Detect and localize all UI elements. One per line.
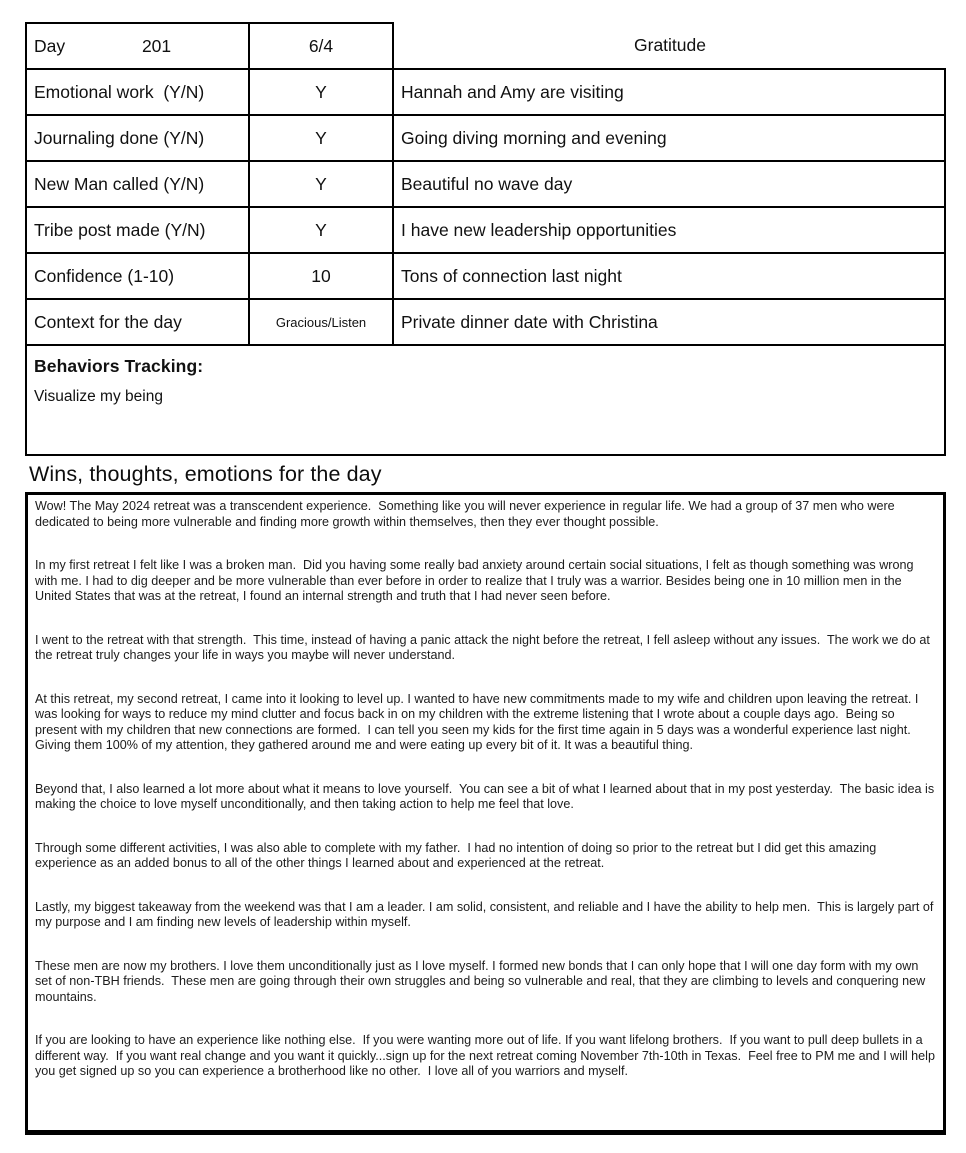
journal-paragraph: Lastly, my biggest takeaway from the weekend was that I am a leader. I am solid, consistent, and reliable and I have the ability to help men. This is largely part of my purpose and I am finding new levels of leadership within myself. bbox=[35, 899, 937, 929]
gratitude-entry: Tons of connection last night bbox=[392, 254, 946, 300]
tracker-row-value: Y bbox=[248, 116, 392, 162]
journal-paragraph: Through some different activities, I was also able to complete with my father. I had no intention of doing so prior to the retreat but I did get this amazing experience as an added bonus to all of the other things I learned about and experienced at the retreat. bbox=[35, 840, 880, 870]
tracker-row-tribe-post-made bbox=[25, 208, 946, 254]
gratitude-entry: Going diving morning and evening bbox=[392, 116, 946, 162]
journal-paragraph: If you are looking to have an experience like nothing else. If you were wanting more out of life. If you want lifelong brothers. If you want to pull deep bullets in a different way. If you want real change and you want it quickly...sign up for the next retreat coming November 7th-10th in Texas. Feel free to PM me and I will help you get signed up so you can experience a brotherhood like no other. I love all of you warriors and myself. bbox=[35, 1033, 939, 1078]
behaviors-tracking-item: Visualize my being bbox=[34, 388, 163, 405]
gratitude-column-header: Gratitude bbox=[392, 22, 946, 70]
gratitude-entry: Beautiful no wave day bbox=[392, 162, 946, 208]
gratitude-entry: Private dinner date with Christina bbox=[392, 300, 946, 346]
tracker-row-label: Emotional work (Y/N) bbox=[25, 70, 248, 116]
behaviors-tracking-box bbox=[25, 346, 946, 456]
tracker-row-label: New Man called (Y/N) bbox=[25, 162, 248, 208]
tracker-row-label: Journaling done (Y/N) bbox=[25, 116, 248, 162]
tracker-row-new-man-called bbox=[25, 162, 946, 208]
tracker-row-value: 10 bbox=[248, 254, 392, 300]
tracker-row-value: Gracious/Listen bbox=[248, 300, 392, 346]
gratitude-entry: I have new leadership opportunities bbox=[392, 208, 946, 254]
tracker-row-value: Y bbox=[248, 70, 392, 116]
daily-tracker-table bbox=[25, 22, 946, 346]
tracker-row-journaling-done bbox=[25, 116, 946, 162]
tracker-row-emotional-work bbox=[25, 70, 946, 116]
tracker-row-label: Tribe post made (Y/N) bbox=[25, 208, 248, 254]
date-cell: 6/4 bbox=[248, 22, 392, 70]
gratitude-entry: Hannah and Amy are visiting bbox=[392, 70, 946, 116]
journal-paragraph: These men are now my brothers. I love them unconditionally just as I love myself. I formed new bonds that I can only hope that I will one day form with my own set of non-TBH friends. These men are going through their own struggles and being so vulnerable and real, that they are climbing to levels and conquering new mountains. bbox=[35, 958, 929, 1004]
journal-paragraph: At this retreat, my second retreat, I came into it looking to level up. I wanted to have new commitments made to my wife and children upon leaving the retreat. I was looking for ways to reduce my mind clutter and focus back in on my children with the extreme listening that I wrote about a couple days ago. Being so present with my children that new connections are formed. I can tell you seen my kids for the first time again in 5 days was a wonderful experience last night. Giving them 100% of my attention, they gathered around me and were eating up every bit of it. It was a beautiful thing. bbox=[35, 691, 922, 752]
journal-paragraph: Beyond that, I also learned a lot more about what it means to love yourself. You can see a bit of what I learned about that in my post yesterday. The basic idea is making the choice to love myself unconditionally, and then taking action to help me feel that love. bbox=[35, 781, 938, 811]
day-number: 201 bbox=[141, 35, 172, 56]
day-cell bbox=[25, 22, 248, 70]
tracker-row-value: Y bbox=[248, 162, 392, 208]
tracker-header-row bbox=[25, 22, 946, 70]
day-label: Day bbox=[34, 35, 66, 56]
behaviors-tracking-title: Behaviors Tracking: bbox=[34, 356, 204, 376]
journal-paragraph: I went to the retreat with that strength. This time, instead of having a panic attack the night before the retreat, I fell asleep without any issues. The work we do at the retreat truly changes your life in ways you maybe will never understand. bbox=[35, 632, 934, 662]
journal-paragraph: In my first retreat I felt like I was a broken man. Did you having some really bad anxiety around certain social situations, I felt as though something was wrong with me. I had to dig deeper and be more vulnerable than ever before in order to realize that I truly was a warrior. Besides being one in 10 million men in the United States that was at the retreat, I found an internal strength and truth that I had never seen before. bbox=[35, 558, 917, 603]
journal-text-box bbox=[25, 492, 946, 1135]
wins-section-heading: Wins, thoughts, emotions for the day bbox=[29, 462, 382, 486]
daily-journal-page bbox=[25, 22, 946, 1135]
tracker-row-context bbox=[25, 300, 946, 346]
tracker-row-value: Y bbox=[248, 208, 392, 254]
journal-paragraph: Wow! The May 2024 retreat was a transcendent experience. Something like you will never experience in regular life. We had a group of 37 men who were dedicated to being more vulnerable and finding more growth within themselves, then they ever thought possible. bbox=[35, 499, 899, 529]
tracker-row-label: Context for the day bbox=[25, 300, 248, 346]
tracker-row-confidence bbox=[25, 254, 946, 300]
tracker-row-label: Confidence (1-10) bbox=[25, 254, 248, 300]
